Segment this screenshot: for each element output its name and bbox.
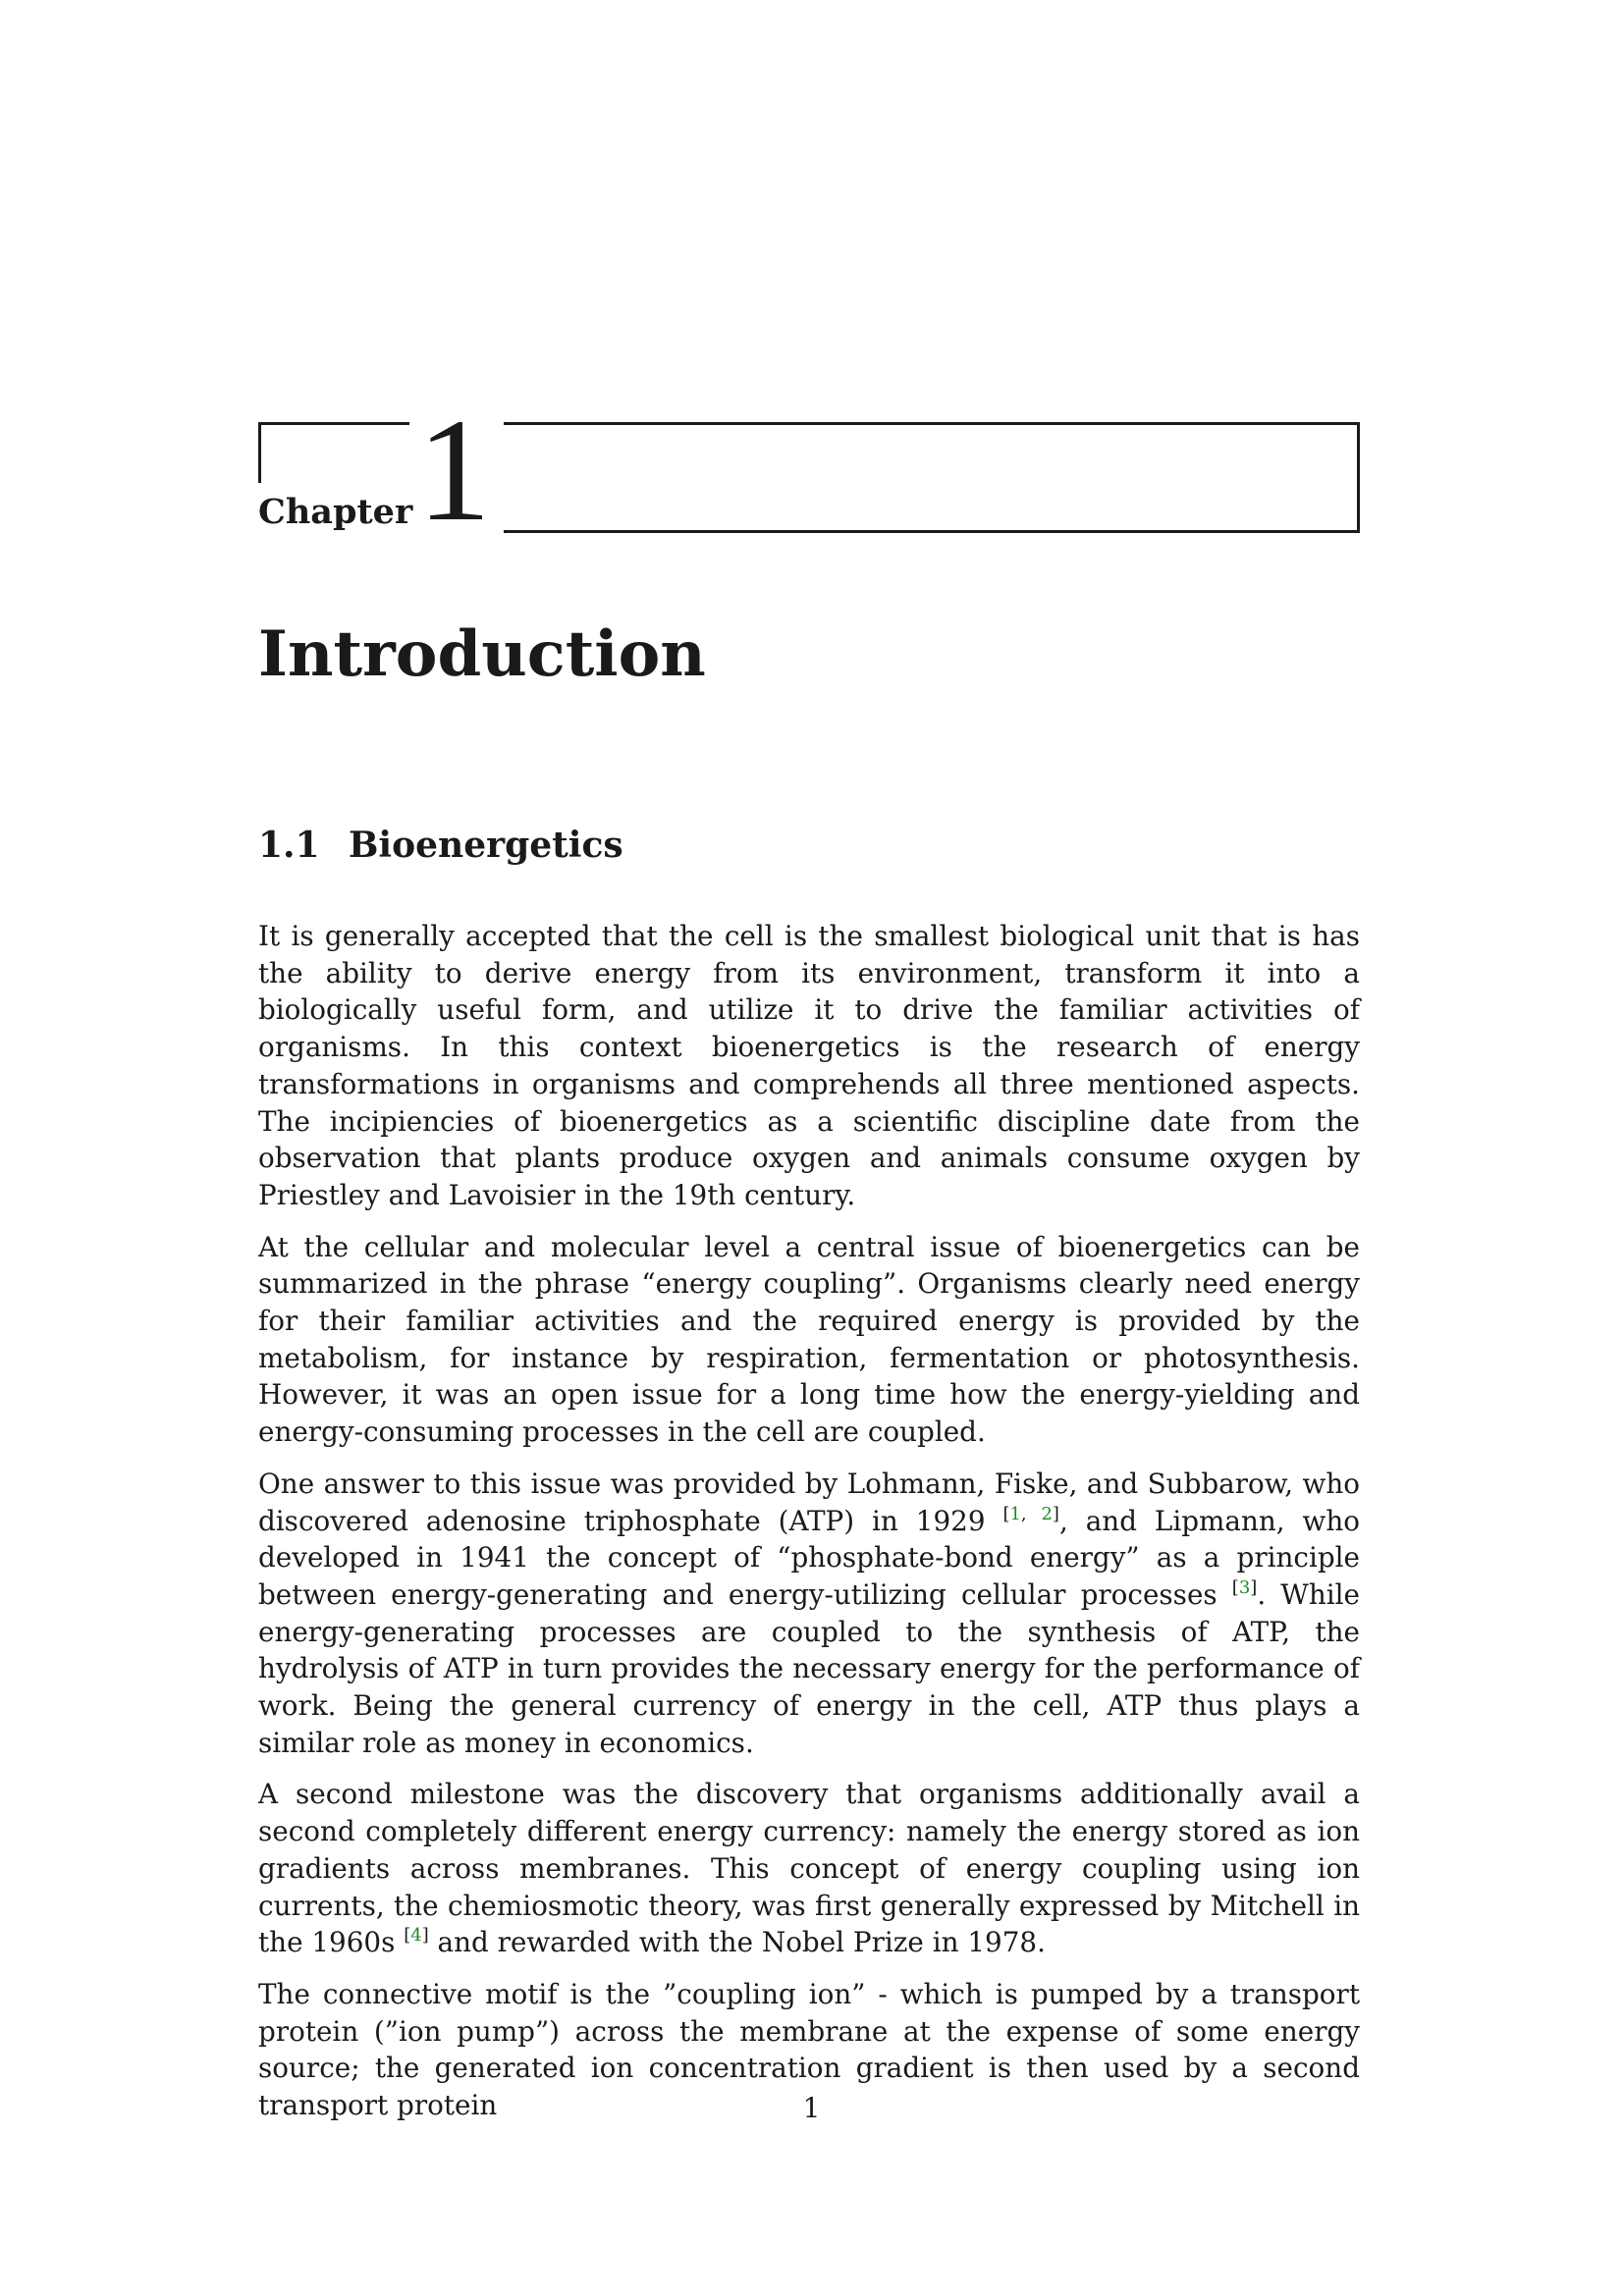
paragraph-1: It is generally accepted that the cell is the smallest biological unit that is has the ability to derive energy from its environment, transform it into a biologically useful form, and utilize it to drive the familiar activities of organisms. In this context bioenergetics is the research of energy transformations in organisms and comprehends all three mentioned aspects. The incipiencies of bioenergetics as a scientific discipline date from the observation that plants produce oxygen and animals consume oxygen by Priestley and Lavoisier in the 19th century.	[258, 920, 1360, 1211]
citation-3: [3]	[1231, 1576, 1258, 1598]
paragraph-3	[258, 1466, 1360, 1762]
chapter-frame-left	[258, 422, 409, 483]
paragraph-4-text-b: and rewarded with the Nobel Prize in 1978.	[428, 1926, 1046, 1959]
citation-link-4[interactable]: 4	[410, 1925, 422, 1947]
paragraph-3-text-a: One answer to this issue was provided by Lohmann, Fiske, and Subbarow, who discovered adenosine triphosphate (ATP) in 1929	[258, 1467, 1360, 1537]
chapter-title: Introduction	[258, 617, 706, 691]
paragraph-2: At the cellular and molecular level a central issue of bioenergetics can be summarized in the phrase “energy coupling”. Organisms clearly need energy for their familiar activities and the required energy is provided by the metabolism, for instance by respiration, fermentation or photosynthesis. However, it was an open issue for a long time how the energy-yielding and energy-consuming processes in the cell are coupled.	[258, 1230, 1360, 1449]
chapter-number: 1	[417, 389, 491, 552]
paragraph-3-text-b: , and Lipmann, who developed in 1941 the concept of “phosphate-bond energy” as a principle between energy-generating and energy-utilizing cellular processes	[258, 1504, 1360, 1611]
citation-link-1[interactable]: 1	[1009, 1503, 1021, 1524]
page-number: 1	[802, 2092, 821, 2124]
section-heading	[258, 825, 623, 867]
paragraph-5: The connective motif is the ”coupling ion” - which is pumped by a transport protein (”ion pump”) across the membrane at the expense of some energy source; the generated ion concentration gradient is then used by a second transport protein	[258, 1977, 1360, 2122]
chapter-heading	[258, 389, 1360, 552]
chapter-frame-right	[504, 422, 1360, 533]
paragraph-4-text-a: A second milestone was the discovery that organisms additionally avail a second completely different energy currency: namely the energy stored as ion gradients across membranes. This concept of energy coupling using ion currents, the chemiosmotic theory, was first generally expressed by Mitchell in the 1960s	[258, 1778, 1360, 1959]
citation-4: [4]	[404, 1925, 429, 1947]
citation-link-2[interactable]: 2	[1041, 1503, 1053, 1524]
paragraph-3-text-c: . While energy-generating processes are coupled to the synthesis of ATP, the hydrolysis of ATP in turn provides the necessary energy for the performance of work. Being the general currency of energy in the cell, ATP thus plays a similar role as money in economics.	[258, 1577, 1360, 1759]
paragraph-4	[258, 1776, 1360, 1961]
body-text	[258, 918, 1360, 2139]
chapter-label: Chapter	[258, 492, 413, 532]
citation-1-2: [1, 2]	[1002, 1503, 1059, 1524]
section-title: Bioenergetics	[349, 825, 623, 866]
citation-link-3[interactable]: 3	[1238, 1576, 1251, 1598]
section-number: 1.1	[258, 825, 320, 866]
